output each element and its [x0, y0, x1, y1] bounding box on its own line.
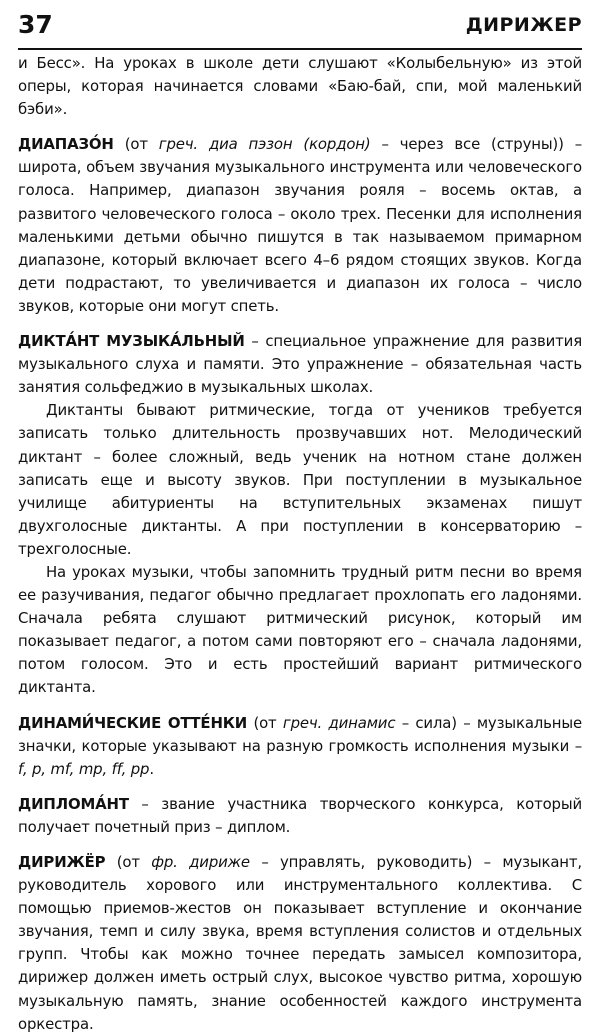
etymology-open: (от: [247, 713, 283, 732]
entry-end: .: [149, 759, 154, 778]
page-content: [18, 52, 582, 1036]
dictant-paragraph-2: Диктанты бывают ритмические, тогда от учеников требуется записать только длительность прозвучавших нот. Мелодический диктант – более сложный, ведь ученик на нотном стане должен записать еще и высоту звуков. При поступлении в музыкальное училище абитуриенты на вступительных экзаменах пишут двухголосные диктанты. А при поступлении в консерваторию – трехголосные.: [18, 401, 582, 558]
etymology-origin: греч. динамис: [282, 713, 396, 732]
entry-laureate: [18, 793, 582, 839]
page-header: [18, 10, 582, 50]
entry-term: ДИАПАЗО́Н: [18, 135, 114, 154]
page-number: 37: [18, 10, 53, 39]
etymology-open: (от: [105, 853, 152, 871]
dynamics-symbols: f, p, mf, mp, ff, pp: [18, 759, 150, 778]
etymology-origin: греч. диа пэзон (кордон): [158, 135, 371, 154]
entry-definition: – музыкант, руководитель хорового или инструментального коллектива. С помощью приемов-жестов он показывает вступление и окончание звучания, темп и силу звука, время вступления солистов и отдельных групп. Чтобы как можно точнее передать замысел композитора, дирижер должен иметь острый слух, высокое чувство ритма, хорошую музыкальную память, знание особенностей каждого инструмента оркестра.: [18, 853, 582, 1033]
entry-term: ДИНАМИ́ЧЕСКИЕ ОТТЕ́НКИ: [18, 713, 248, 732]
etymology-origin: фр. дириже: [151, 853, 250, 871]
etymology-open: (от: [113, 135, 159, 154]
entry-term: ДИКТА́НТ МУЗЫКА́ЛЬНЫЙ: [18, 332, 245, 351]
entry-dictant: [18, 330, 582, 399]
entry-definition: – звание участника творческого конкурса, который получает почетный приз – диплом.: [18, 794, 582, 836]
dictant-paragraph-3: На уроках музыки, чтобы запомнить трудный ритм песни во время ее разучивания, педагог обычно предлагает прохлопать его ладонями. Сначала ребята слушают ритмический рисунок, который им показывает педагог, а потом сами повторяют его – сначала ладонями, потом голосом. Это и есть простейший вариант ритмического диктанта.: [18, 562, 582, 697]
entry-definition: – музыкальные значки, которые указывают на разную громкость исполнения музыки –: [18, 713, 582, 755]
intro-paragraph: и Бесс». На уроках в школе дети слушают «Колыбельную» из этой оперы, которая начинается словами «Баю-бай, спи, мой маленький бэби».: [18, 54, 582, 119]
entry-dynamics: [18, 712, 582, 781]
running-head: ДИРИЖЕР: [465, 14, 582, 36]
entry-definition: – специальное упражнение для развития музыкального слуха и памяти. Это упражнение – обязательная часть занятия сольфеджио в музыкальных школах.: [18, 332, 582, 397]
etymology-close: – через все (струны)): [370, 135, 564, 154]
entry-term: ДИРИЖЁР: [18, 853, 106, 871]
entry-definition: – широта, объем звучания музыкального инструмента или человеческого голоса. Например, диапазон звучания рояля – восемь октав, а развитого человеческого голоса – около трех. Песенки для исполнения маленькими детьми обычно пишутся в так называемом примарном диапазоне, который включает всего 4–6 рядом стоящих звуков. Когда дети подрастают, то увеличивается и диапазон их голоса – число звуков, которые они могут спеть.: [18, 135, 582, 315]
etymology-close: – сила): [395, 713, 457, 732]
etymology-close: – управлять, руководить): [249, 853, 473, 871]
entry-term: ДИПЛОМА́НТ: [18, 794, 129, 813]
entry-conductor: [18, 851, 582, 1036]
entry-diapason: [18, 133, 582, 318]
